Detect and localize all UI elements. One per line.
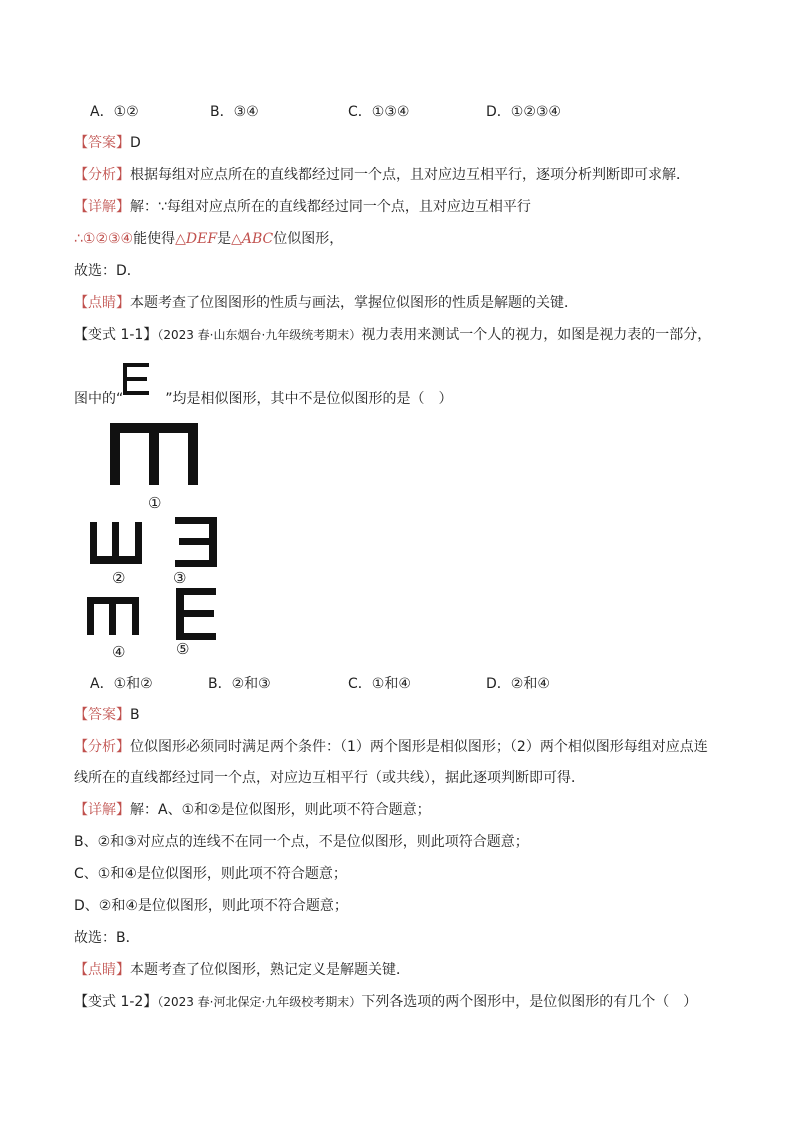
figure-e-4 — [87, 597, 139, 635]
answer-tag: 【答案】 — [74, 135, 130, 151]
figure-e-2 — [90, 522, 142, 564]
v1-analysis-line-2: 线所在的直线都经过同一个点，对应边互相平行（或共线），据此逐项判断即可得． — [74, 770, 585, 786]
v1-detail-c: C、①和④是位似图形，则此项不符合题意； — [74, 866, 347, 882]
conclusion-line — [74, 229, 343, 249]
variant-1-2-source: （2023 春·河北保定·九年级校考期末） — [157, 995, 362, 1009]
variant-1-1-source: （2023 春·山东烟台·九年级统考期末） — [157, 328, 362, 342]
variant-1-1-stem-2a: 图中的“ — [74, 391, 124, 407]
figure-label-1: ① — [148, 494, 162, 512]
choose-line: 故选：D． — [74, 263, 141, 279]
v1-detail-a: 解：A、①和②是位似图形，则此项不符合题意； — [130, 802, 431, 818]
analysis-tag: 【分析】 — [74, 167, 130, 183]
v1-detail-tag: 【详解】 — [74, 802, 130, 818]
analysis-text: 根据每组对应点所在的直线都经过同一个点，且对应边互相平行，逐项分析判断即可求解． — [130, 167, 690, 183]
detail-line — [74, 197, 531, 217]
variant-1-1-stem-2b: ”均是相似图形，其中不是位似图形的是（ ） — [165, 391, 453, 407]
figure-e-5 — [176, 588, 216, 640]
variant-1-1-stem-line-2 — [74, 389, 453, 409]
variant-1-1-header — [74, 325, 711, 345]
v1-option-d: D．②和④ — [486, 676, 550, 692]
answer-value: D — [130, 135, 141, 151]
conclusion-prefix: ∴①②③④ — [74, 231, 134, 247]
v1-answer-value: B — [130, 707, 140, 723]
conclusion-mid1: 能使得 — [133, 231, 176, 247]
triangle-def: DEF — [185, 231, 218, 247]
v1-choose-line: 故选：B． — [74, 930, 140, 946]
figure-e-3 — [175, 517, 217, 567]
variant-1-2-stem: 下列各选项的两个图形中，是位似图形的有几个（ ） — [361, 994, 698, 1010]
v1-analysis-line-1 — [74, 737, 708, 757]
figure-label-2: ② — [112, 569, 126, 587]
comment-tag: 【点睛】 — [74, 295, 130, 311]
conclusion-mid2: 是 — [217, 231, 232, 247]
v1-comment-tag: 【点睛】 — [74, 962, 130, 978]
option-d: D．①②③④ — [486, 104, 561, 120]
v1-answer-tag: 【答案】 — [74, 707, 130, 723]
detail-tag: 【详解】 — [74, 199, 130, 215]
variant-1-2-header — [74, 992, 697, 1012]
v1-detail-line-a — [74, 800, 431, 820]
v1-option-a: A．①和② — [90, 676, 153, 692]
variant-1-2-tag: 【变式 1-2】 — [74, 994, 158, 1010]
option-a: A．①② — [90, 104, 139, 120]
variant-1-1-stem-1: 视力表用来测试一个人的视力，如图是视力表的一部分， — [361, 327, 712, 343]
variant-1-1-tag: 【变式 1-1】 — [74, 327, 158, 343]
comment-line — [74, 293, 578, 313]
figure-label-3: ③ — [173, 569, 187, 587]
conclusion-end: 位似图形， — [273, 231, 344, 247]
figure-label-5: ⑤ — [176, 640, 190, 658]
analysis-line — [74, 165, 690, 185]
triangle-symbol-1: △ — [175, 231, 186, 247]
v1-option-c: C．①和④ — [348, 676, 411, 692]
v1-answer-line — [74, 705, 140, 725]
v1-option-b: B．②和③ — [208, 676, 271, 692]
answer-line — [74, 133, 141, 153]
detail-text: 解：∵每组对应点所在的直线都经过同一个点，且对应边互相平行 — [130, 199, 531, 215]
figure-e-1 — [110, 423, 198, 485]
v1-analysis-tag: 【分析】 — [74, 739, 130, 755]
v1-analysis-text-1: 位似图形必须同时满足两个条件：（1）两个图形是相似图形；（2）两个相似图形每组对应点连 — [130, 739, 708, 755]
v1-comment-line — [74, 960, 410, 980]
figure-label-4: ④ — [112, 643, 126, 661]
v1-comment-text: 本题考查了位似图形，熟记定义是解题关键． — [130, 962, 410, 978]
v1-detail-b: B、②和③对应点的连线不在同一个点，不是位似图形，则此项符合题意； — [74, 834, 529, 850]
option-b: B．③④ — [210, 104, 259, 120]
triangle-symbol-2: △ — [231, 231, 242, 247]
option-c: C．①③④ — [348, 104, 410, 120]
v1-detail-d: D、②和④是位似图形，则此项不符合题意； — [74, 898, 348, 914]
comment-text: 本题考查了位图图形的性质与画法，掌握位似图形的性质是解题的关键． — [130, 295, 578, 311]
triangle-abc: ABC — [241, 231, 274, 247]
